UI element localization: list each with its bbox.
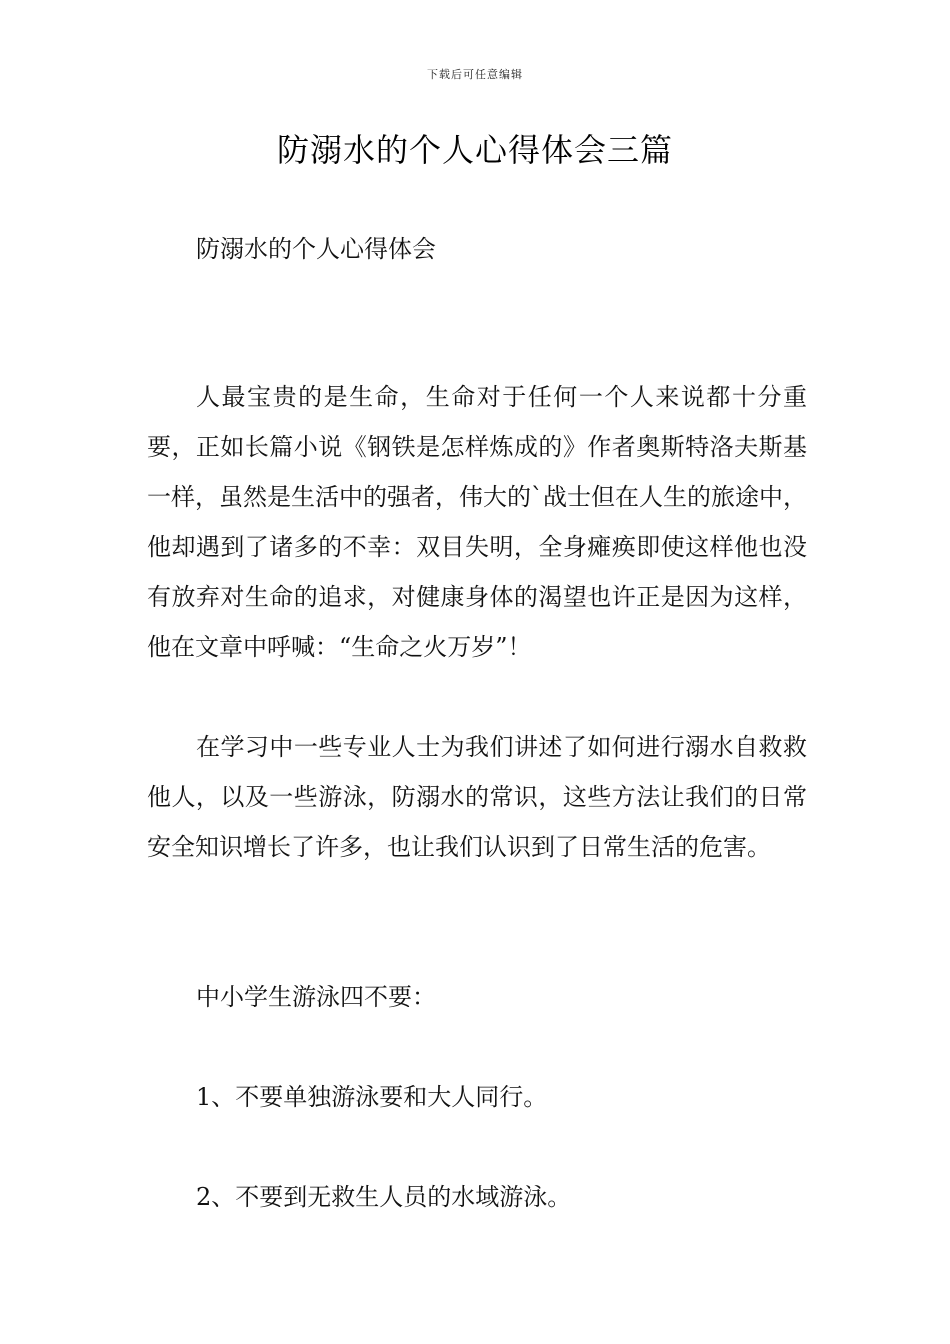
header-note: 下载后可任意编辑 bbox=[427, 68, 523, 81]
body-paragraph: 人最宝贵的是生命，生命对于任何一个人来说都十分重要，正如长篇小说《钢铁是怎样炼成的》作者奥斯特洛夫斯基一样，虽然是生活中的强者，伟大的`战士但在人生的旅途中，他却遇到了诸多的不幸：双目失明，全身瘫痪即使这样他也没有放弃对生命的追求，对健康身体的渴望也许正是因为这样，他在文章中呼喊：“生命之火万岁”！ bbox=[147, 383, 807, 661]
list-item: 1、不要单独游泳要和大人同行。 bbox=[196, 1083, 548, 1111]
list-item: 2、不要到无救生人员的水域游泳。 bbox=[196, 1183, 572, 1211]
list-heading: 中小学生游泳四不要： bbox=[196, 983, 436, 1011]
document-title: 防溺水的个人心得体会三篇 bbox=[276, 131, 673, 169]
body-paragraph: 在学习中一些专业人士为我们讲述了如何进行溺水自救救他人，以及一些游泳，防溺水的常识，这些方法让我们的日常安全知识增长了许多，也让我们认识到了日常生活的危害。 bbox=[147, 733, 807, 861]
document-subtitle: 防溺水的个人心得体会 bbox=[196, 235, 436, 263]
